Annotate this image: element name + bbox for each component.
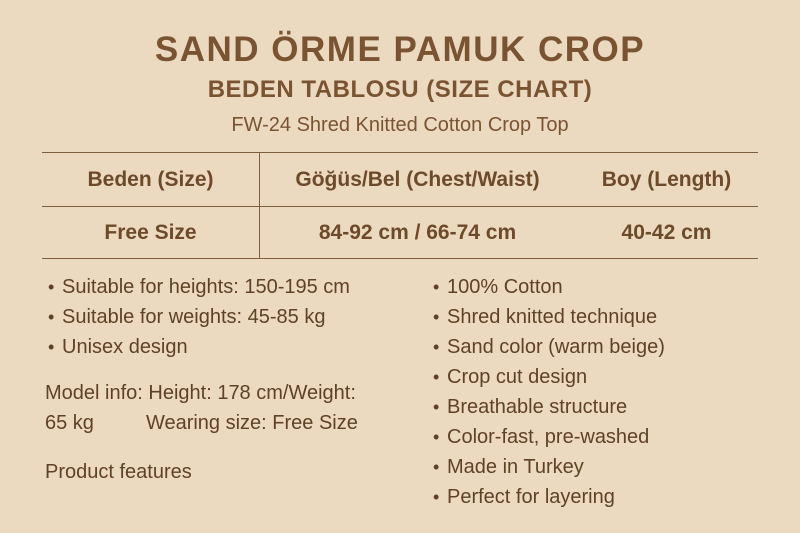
wearing-size: Wearing size: Free Size [145,412,358,434]
list-item-label: Shred knitted technique [447,306,658,328]
bullet-icon: • [48,337,55,357]
list-item [430,422,755,452]
product-features-list [430,272,755,512]
bullet-icon: • [433,457,440,477]
column-header-length: Boy (Length) [601,167,732,191]
cell-chest-waist-value: 84-92 cm / 66-74 cm [318,220,517,244]
cell-size-value: Free Size [42,207,260,258]
list-item-label: Unisex design [62,336,188,358]
list-item-label: Color-fast, pre-washed [447,426,650,448]
model-info-line1: Model info: Height: 178 cm/Weight: [45,382,356,404]
list-item-label: Suitable for weights: 45-85 kg [62,306,326,328]
bullet-icon: • [433,427,440,447]
bullet-icon: • [433,367,440,387]
size-table-header-row [42,153,758,207]
bullet-icon: • [433,397,440,417]
fit-info-column [45,272,430,512]
model-info [45,378,430,438]
list-item-label: Perfect for layering [447,486,615,508]
list-item [45,302,430,332]
fit-info-list [45,272,430,362]
list-item [430,452,755,482]
product-features-label: Product features [45,461,192,483]
bullet-icon: • [433,487,440,507]
page-header [0,0,800,138]
list-item [430,272,755,302]
bullet-icon: • [433,277,440,297]
bullet-icon: • [433,337,440,357]
product-features-column [430,272,755,512]
list-item [430,392,755,422]
list-item-label: Suitable for heights: 150-195 cm [62,276,350,298]
size-chart-heading: BEDEN TABLOSU (SIZE CHART) [207,76,593,103]
cell-length-value: 40-42 cm [621,220,712,244]
product-subtitle: FW-24 Shred Knitted Cotton Crop Top [231,114,569,136]
bullet-icon: • [433,307,440,327]
list-item [430,332,755,362]
list-item-label: Breathable structure [447,396,628,418]
list-item-label: Crop cut design [447,366,588,388]
list-item [430,362,755,392]
list-item-label: Made in Turkey [447,456,584,478]
column-header-size: Beden (Size) [42,153,260,206]
bullet-icon: • [48,307,55,327]
list-item-label: 100% Cotton [447,276,563,298]
column-header-chest-waist: Göğüs/Bel (Chest/Waist) [295,167,540,191]
list-item-label: Sand color (warm beige) [447,336,665,358]
list-item [45,272,430,302]
bullet-icon: • [48,277,55,297]
list-item [430,482,755,512]
product-title: SAND ÖRME PAMUK CROP [154,30,646,69]
model-weight-value: 65 kg [45,412,94,434]
details-section [0,272,800,512]
list-item [430,302,755,332]
size-table [42,152,758,259]
list-item [45,332,430,362]
size-table-data-row [42,207,758,258]
